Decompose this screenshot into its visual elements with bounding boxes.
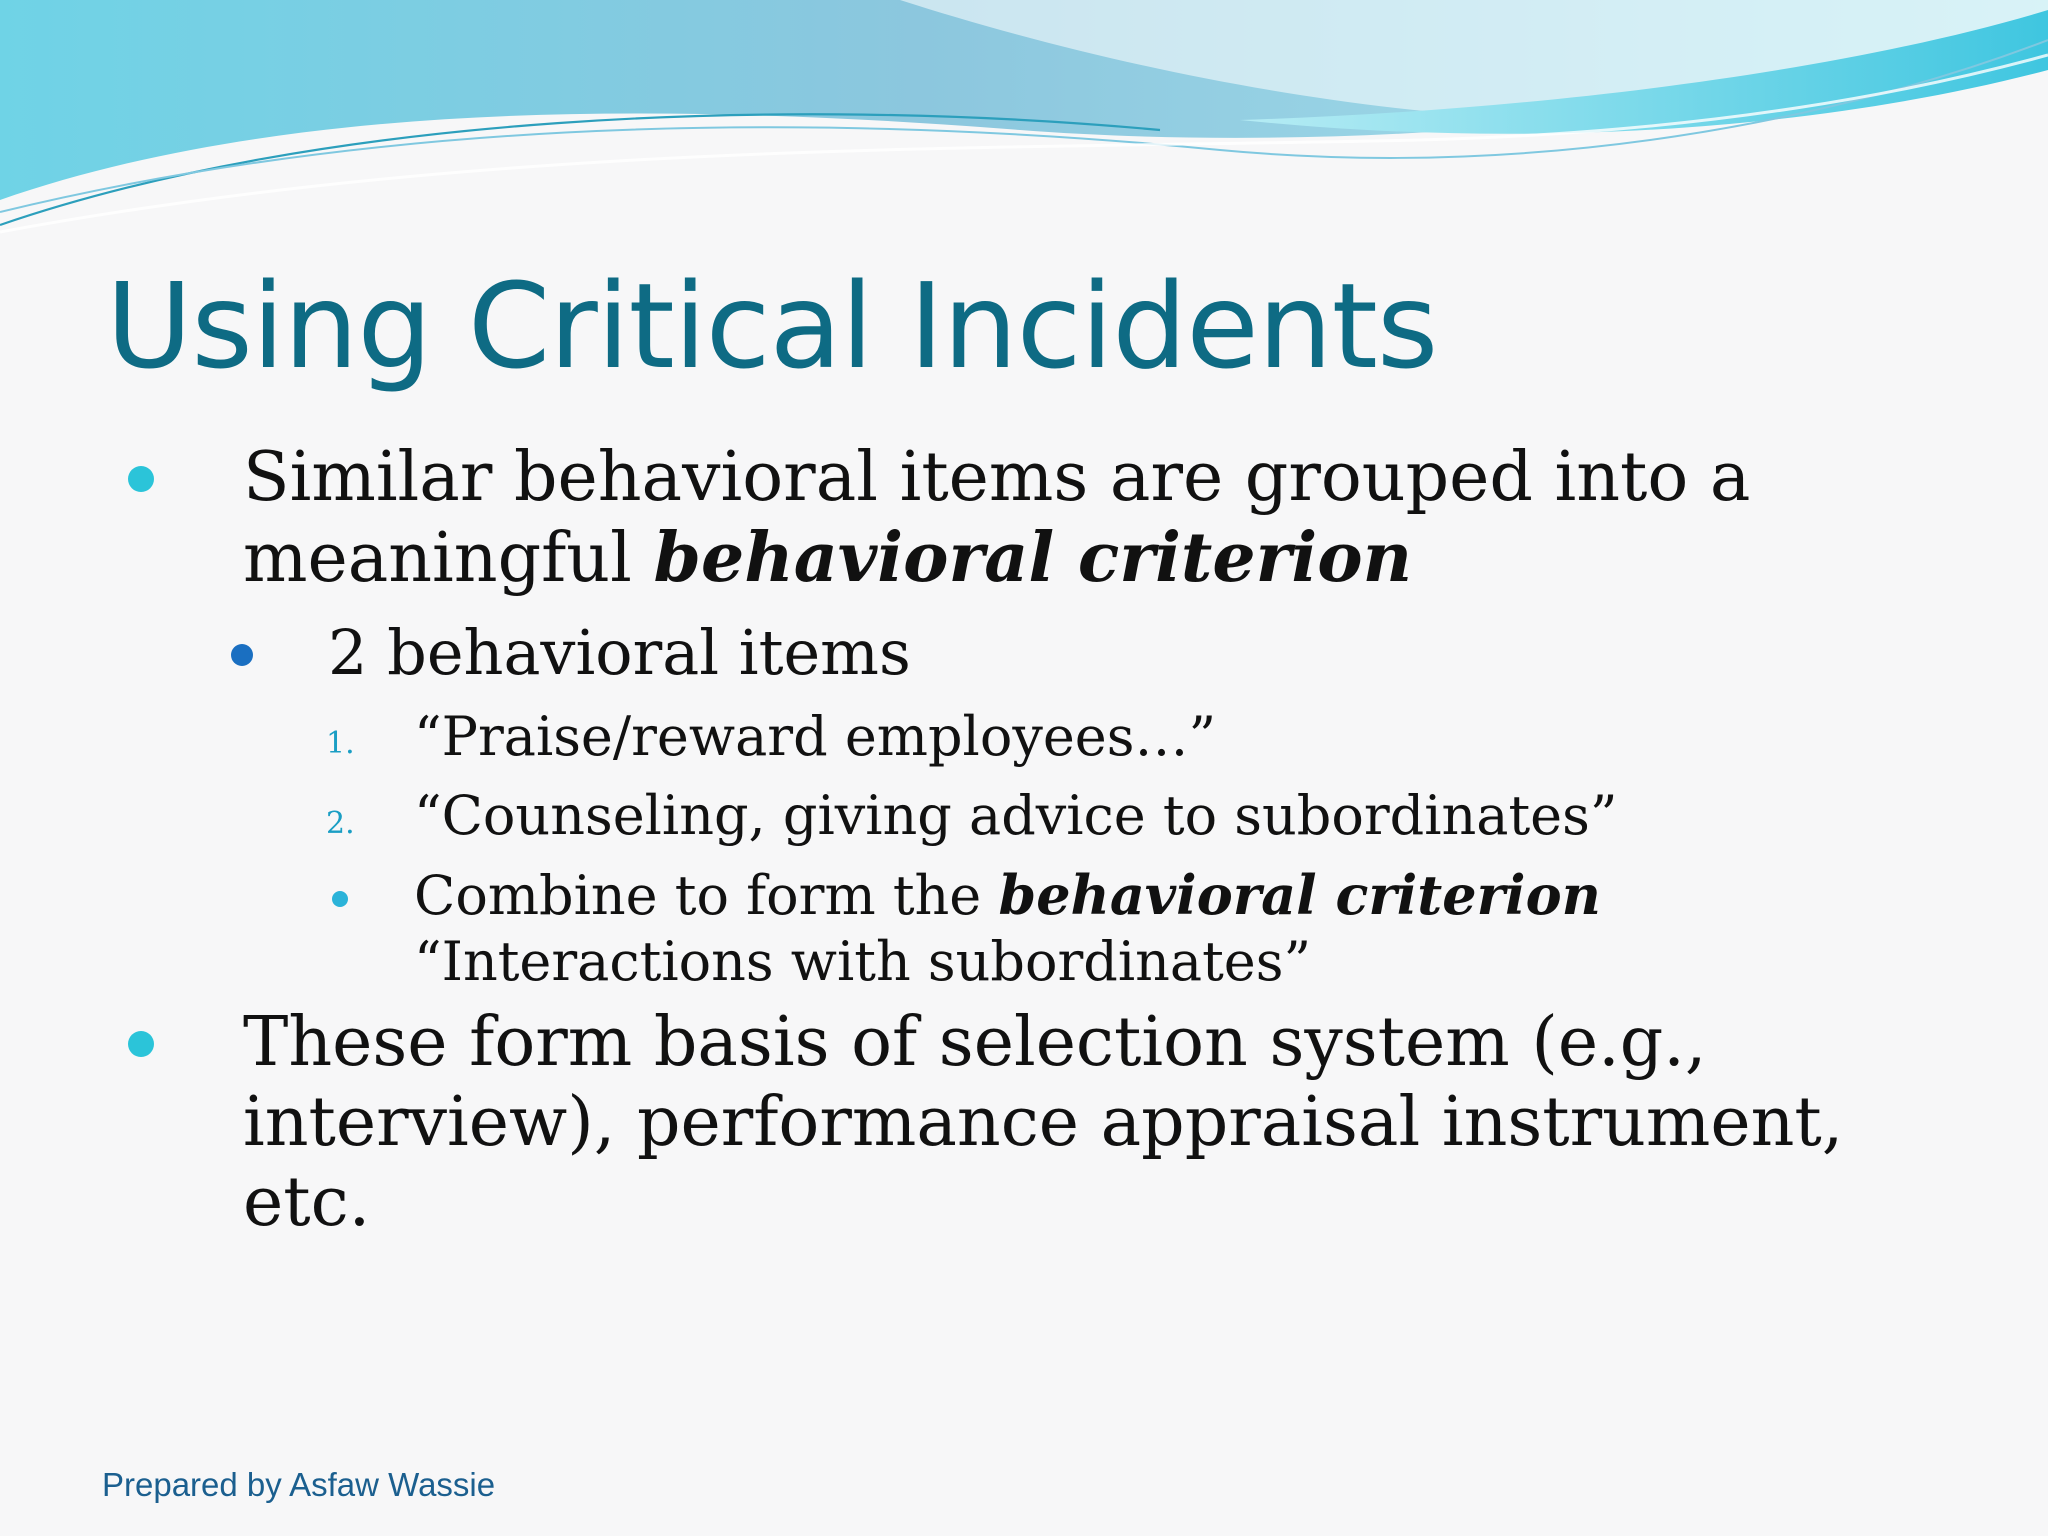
bullet-dot-icon bbox=[332, 891, 348, 907]
bullet-text: Similar behavioral items are grouped into a meaningful bbox=[243, 438, 1751, 598]
slide-title: Using Critical Incidents bbox=[106, 257, 1438, 395]
bullet-emphasis: behavioral criterion bbox=[998, 863, 1601, 927]
numbered-item: “Praise/reward employees…” bbox=[414, 705, 1217, 768]
numbered-item: “Counseling, giving advice to subordinates” bbox=[414, 784, 1618, 847]
footer-credit: Prepared by Asfaw Wassie bbox=[102, 1466, 496, 1503]
sub-bullet-item: 2 behavioral items bbox=[328, 616, 911, 689]
bullet-text: “Interactions with subordinates” bbox=[414, 930, 1312, 993]
list-number: 2. bbox=[326, 806, 355, 841]
sub-bullet-dot-icon bbox=[231, 644, 253, 666]
list-number: 1. bbox=[326, 726, 355, 761]
bullet-text: Combine to form the bbox=[414, 864, 999, 927]
bullet-dot-icon bbox=[128, 1031, 154, 1057]
sub-sub-bullet-item bbox=[414, 862, 1894, 995]
bullet-emphasis: behavioral criterion bbox=[653, 518, 1413, 598]
bullet-dot-icon bbox=[128, 466, 154, 492]
bullet-item: These form basis of selection system (e.g., interview), performance appraisal instrument, etc. bbox=[243, 1003, 1844, 1242]
bullet-item bbox=[243, 438, 1943, 599]
